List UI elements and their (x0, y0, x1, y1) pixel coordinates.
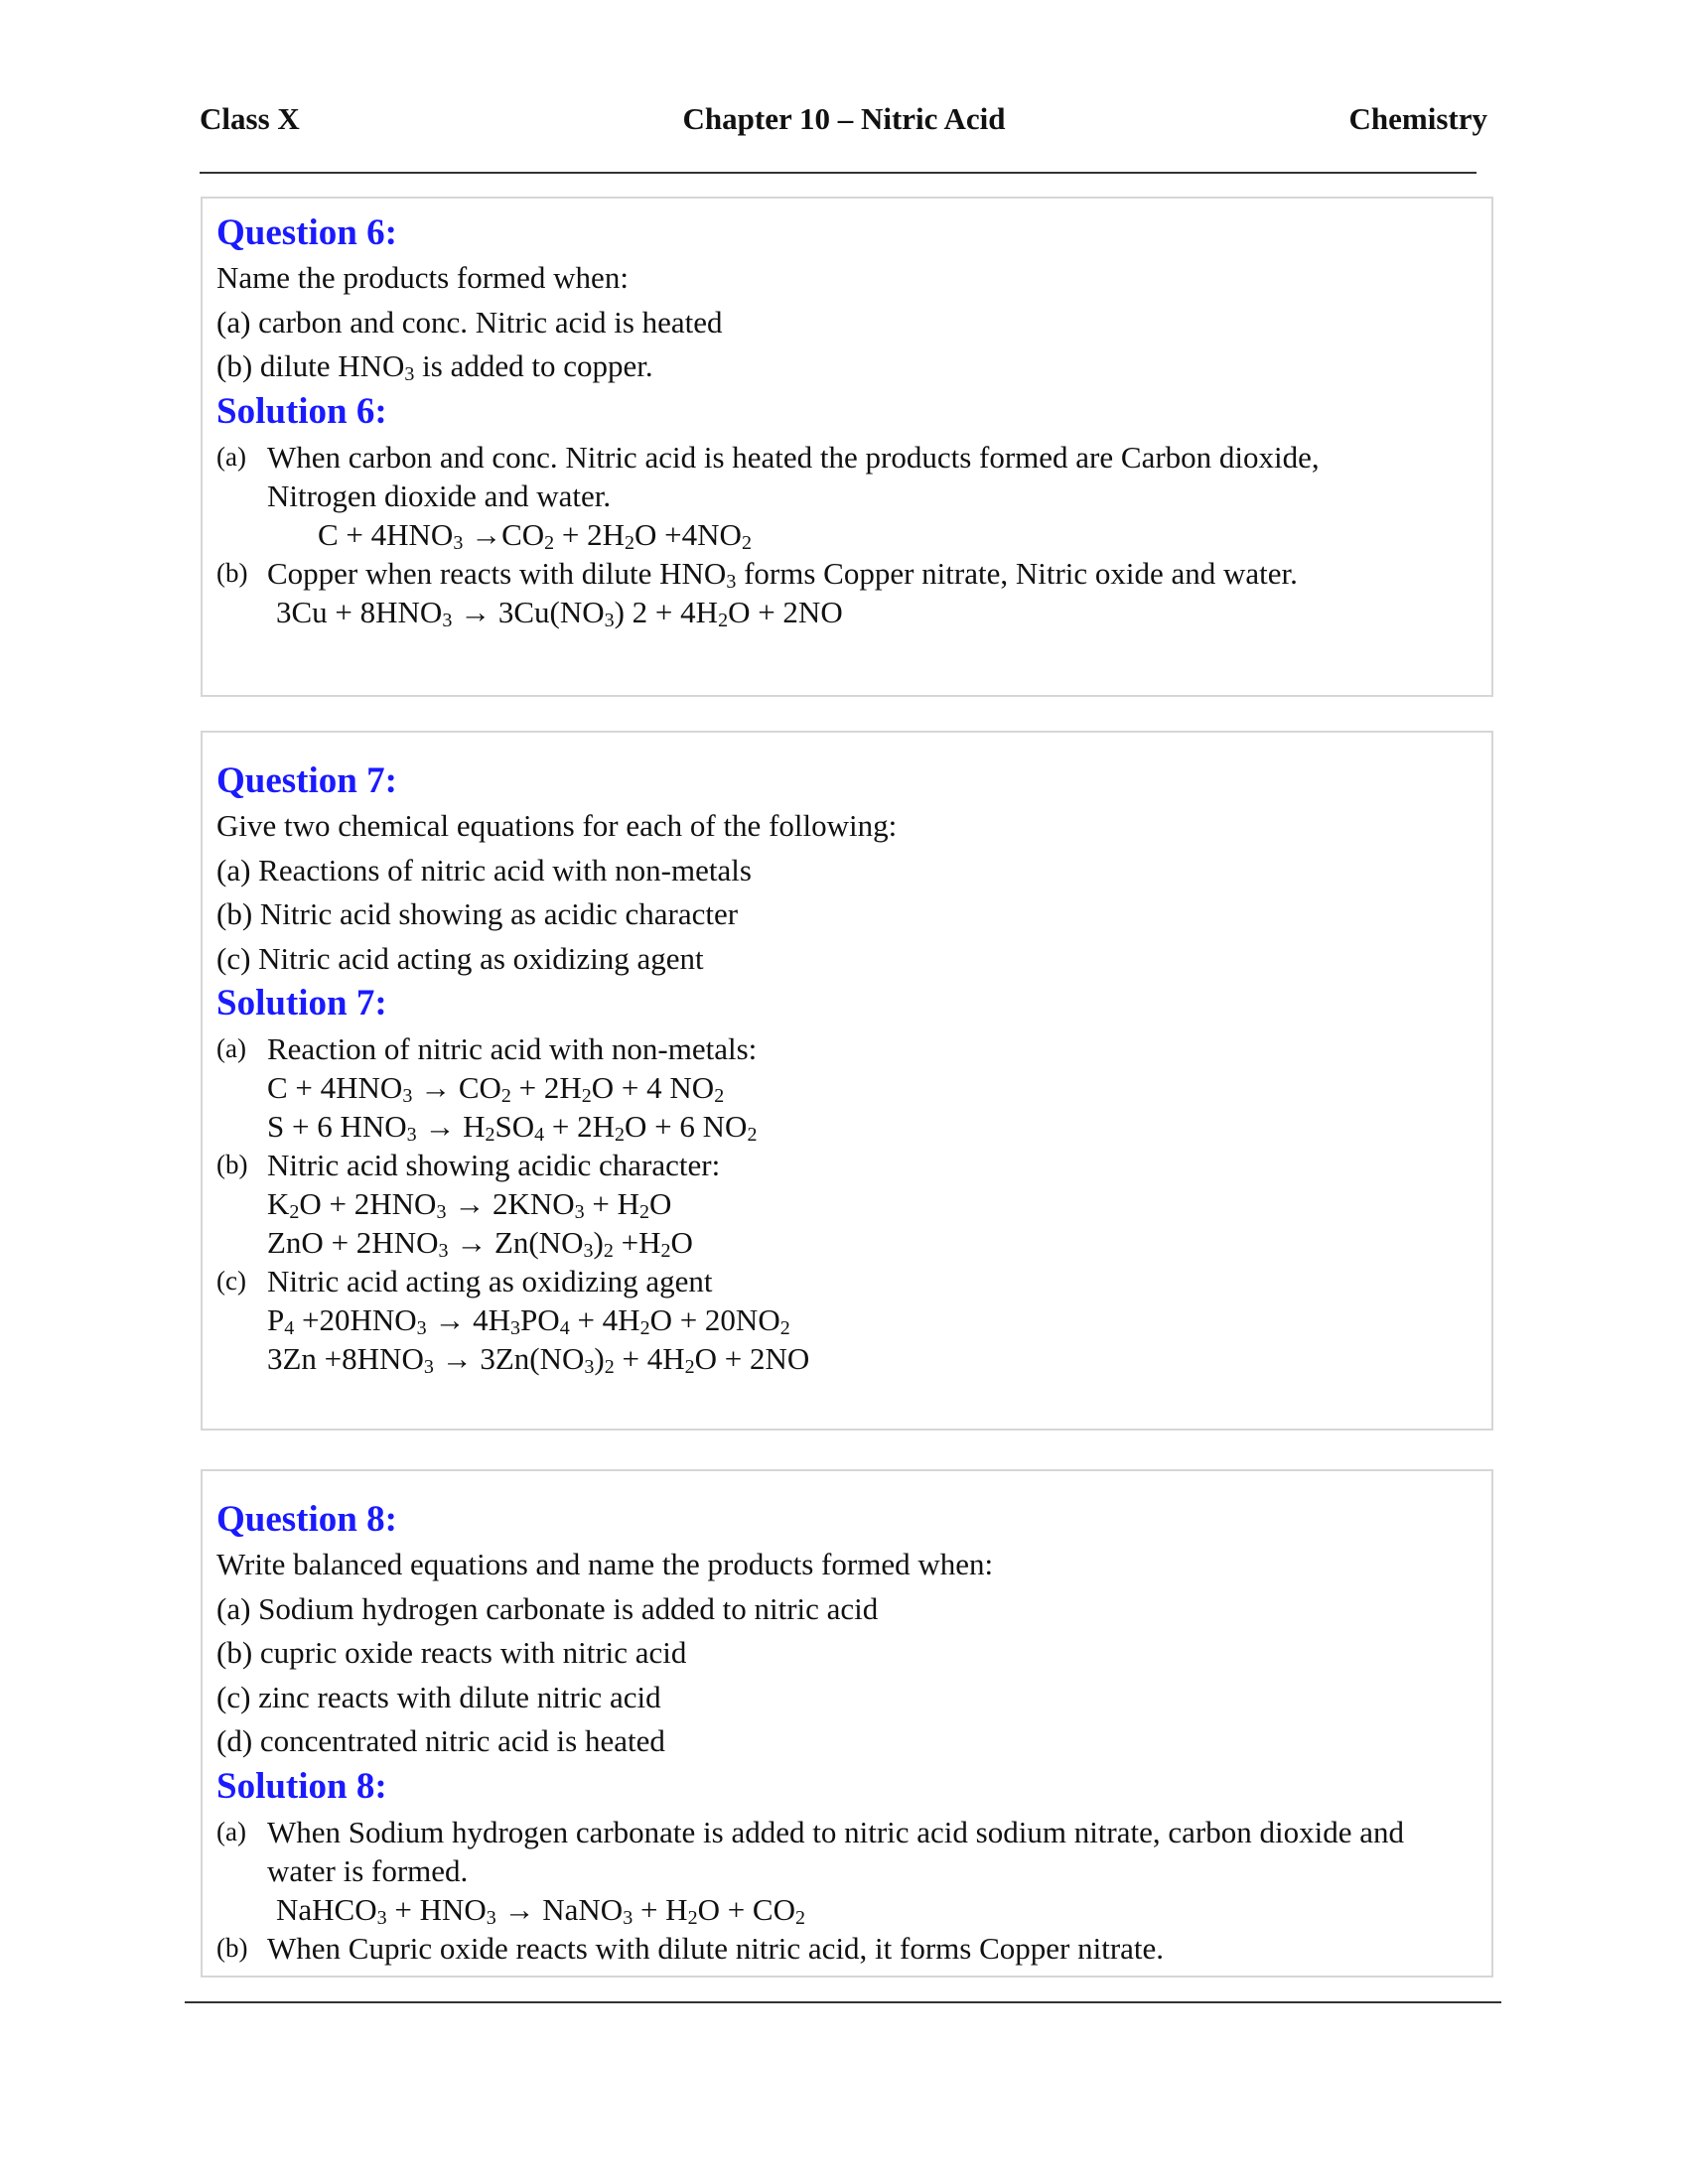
question-7-line: (a) Reactions of nitric acid with non-metals (216, 852, 752, 887)
chemical-equation: $C + 4HNO_3 \to CO_2 + 2H_2O +4NO_2$ (318, 516, 752, 554)
question-7-line: (b) Nitric acid showing as acidic character (216, 896, 739, 931)
solution-text: Nitrogen dioxide and water. (267, 478, 612, 513)
question-6-line: (a) carbon and conc. Nitric acid is heated (216, 304, 723, 340)
item-marker: (b) (216, 1932, 248, 1963)
question-8-line: (c) zinc reacts with dilute nitric acid (216, 1679, 661, 1714)
solution-text: Reaction of nitric acid with non-metals: (267, 1031, 758, 1066)
item-marker: (a) (216, 1816, 246, 1846)
chemical-equation: $P_4 +20HNO_3 \to 4H_3PO_4 + 4H_2O + 20NO_2$ (267, 1302, 790, 1339)
question-8-title: Question 8: (216, 1499, 397, 1540)
solution-item (216, 1929, 1477, 1968)
solution-item (216, 554, 1477, 631)
chemical-equation: $K_2O + 2HNO_3 \to 2KNO_3 + H_2O$ (267, 1186, 672, 1223)
question-7-box (201, 731, 1493, 1431)
solution-8-title: Solution 8: (216, 1765, 387, 1807)
chemical-equation: S + 6 $HNO_3 \to H_2SO_4 + 2H_2O + 6$ $NO_2$ (267, 1109, 758, 1146)
header-subject: Chemistry (1348, 101, 1487, 136)
question-8-line: Write balanced equations and name the products formed when: (216, 1547, 994, 1581)
solution-6-list (216, 438, 1477, 631)
item-marker: (a) (216, 1033, 246, 1063)
solution-7-list (216, 1029, 1477, 1378)
question-7-line: (c) Nitric acid acting as oxidizing agent (216, 940, 704, 976)
item-marker: (b) (216, 1150, 248, 1179)
chemical-equation: NaHCO$_3$ + $HNO_3$ → NaNO$_3$ + $H_2O + CO_2$ (276, 1891, 805, 1929)
question-7-line: Give two chemical equations for each of the following: (216, 808, 898, 843)
item-marker: (b) (216, 557, 248, 588)
solution-item (216, 1813, 1477, 1929)
solution-item (216, 438, 1477, 554)
item-marker: (a) (216, 441, 246, 472)
question-6-title: Question 6: (216, 212, 397, 253)
solution-text: When Sodium hydrogen carbonate is added to nitric acid sodium nitrate, carbon dioxide and (267, 1814, 1404, 1849)
solution-7-title: Solution 7: (216, 983, 387, 1024)
question-7-title: Question 7: (216, 760, 397, 801)
question-8-line: (b) cupric oxide reacts with nitric acid (216, 1635, 687, 1670)
chemical-equation: $3Cu + 8HNO_3 \to 3Cu(NO_3) 2 + 4H_2O + 2NO$ (276, 594, 843, 631)
question-6-line: (b) dilute $HNO_3$ is added to copper. (216, 348, 653, 385)
solution-text: Nitric acid showing acidic character: (267, 1148, 721, 1182)
solution-item (216, 1262, 1477, 1378)
chemical-equation: ZnO + $2HNO_3 \to Zn(NO_3)_2 +H_2O$ (267, 1225, 693, 1262)
footer-divider (185, 2001, 1501, 2003)
header-class: Class X (200, 101, 300, 136)
solution-item (216, 1146, 1477, 1262)
solution-6-title: Solution 6: (216, 390, 387, 432)
solution-text: Copper when reacts with dilute $HNO_3$ forms Copper nitrate, Nitric oxide and water. (267, 555, 1298, 593)
solution-text: When Cupric oxide reacts with dilute nitric acid, it forms Copper nitrate. (267, 1930, 1165, 1966)
solution-text: Nitric acid acting as oxidizing agent (267, 1264, 713, 1298)
header-chapter-title: Chapter 10 – Nitric Acid (682, 101, 1006, 136)
question-8-line: (a) Sodium hydrogen carbonate is added to nitric acid (216, 1590, 879, 1626)
question-8-box (201, 1469, 1493, 1978)
solution-text: water is formed. (267, 1852, 469, 1888)
question-8-line: (d) concentrated nitric acid is heated (216, 1723, 665, 1758)
item-marker: (c) (216, 1266, 246, 1296)
question-6-box (201, 197, 1493, 697)
chemical-equation: $3Zn +8HNO_3 \to 3Zn(NO_3)_2 + 4H_2O + 2NO$ (267, 1341, 810, 1378)
solution-text: When carbon and conc. Nitric acid is heated the products formed are Carbon dioxide, (267, 439, 1320, 475)
solution-8-list (216, 1813, 1477, 1968)
header-divider (200, 172, 1477, 174)
question-6-line: Name the products formed when: (216, 260, 629, 295)
chemical-equation: $C + 4HNO_3 \to CO_2 + 2H_2O + 4$ $NO_2$ (267, 1070, 725, 1107)
solution-item (216, 1029, 1477, 1146)
